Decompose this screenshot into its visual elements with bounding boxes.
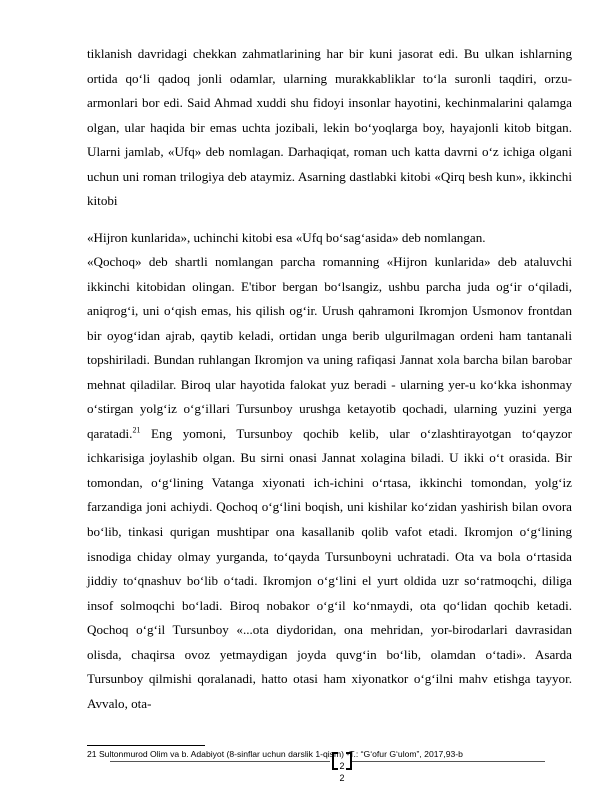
footnote-reference[interactable]: 21 xyxy=(132,425,141,435)
paragraph-3-part-2: Eng yomoni, Tursunboy qochib kelib, ular o‘zlashtirayotgan to‘qayzor ichkarisiga joylashib olgan. Bu sirni onasi Jannat xolagina biladi. U ikki o‘t orasida. Bir tomondan, o‘g‘lining Vatanga xiyonati ich-ichini o‘rtasa, ikkinchi tomondan, yolg‘iz farzandiga joni achiydi. Qochoq o‘g‘lini boqish, uni kishilar ko‘zidan yashirish bilan ovora bo‘lib, tinkasi qurigan mushtipar ona kasallanib qolib vafot etadi. Ikromjon o‘g‘lining isnodiga chiday olmay yurganda, to‘qayda Tursunboyni uchratadi. Ota va bola o‘rtasida jiddiy to‘qnashuv bo‘lib o‘tadi. Ikromjon o‘g‘lini el yurt oldida uzr so‘ratmoqchi, diliga insof solmoqchi bo‘ladi. Biroq nobakor o‘g‘il ko‘nmaydi, ota qo‘lidan qochib ketadi. Qochoq o‘g‘il Tursunboy «...ota diydoridan, ona mehridan, yor-birodarlari davrasidan olisda, chaqirsa ovoz yetmaydigan joyda quvg‘in bo‘lib, olamdan o‘tadi». Asarda Tursunboy qilmishi qoralanadi, hatto otasi ham xiyonatkor o‘g‘ilni mahv etishga tayyor. Avvalo, ota- xyxy=(87,425,572,711)
footnote-separator xyxy=(87,745,205,746)
page-number-rule-left xyxy=(110,761,330,762)
paragraph-3-part-1: «Qochoq» deb shartli nomlangan parcha romanning «Hijron kunlarida» deb ataluvchi ikkinchi kitobidan olingan. E'tibor bergan bo‘lsangiz, ushbu parcha juda og‘ir o‘qiladi, aniqrog‘i, uni o‘qish emas, his qilish og‘ir. Urush qahramoni Ikromjon Usmonov frontdan bir oyog‘idan ajrab, qaytib keladi, ortidan unga berib ulgurilmagan ordeni ham tantanali topshiriladi. Bundan ruhlangan Ikromjon va uning rafiqasi Jannat xola barcha bilan barobar mehnat qiladilar. Biroq ular hayotida falokat yuz beradi - ularning yer-u ko‘kka ishonmay o‘stirgan yolg‘iz o‘g‘illari Tursunboy urushga ketayotib qochadi, ularning yuzini yerga qaratadi. xyxy=(87,254,572,441)
footnote: 21 Sultonmurod Olim va b. Adabiyot (8-sinflar uchun darslik 1-qism) -T.: “G‘ofur G‘ulom”, 2017,93-b xyxy=(87,749,463,759)
paragraph-1: tiklanish davridagi chekkan zahmatlarining har bir kuni jasorat edi. Bu ulkan ishlarning ortida qo‘li qadoq jonli odamlar, ularning murakkabliklar to‘la suronli taqdiri, orzu-armonlari bor edi. Said Ahmad xuddi shu fidoyi insonlar hayotini, kechinmalarini qalamga olgan, ular haqida bir emas uchta jozibali, lekin bo‘yoqlarga boy, hayajonli kitob bitgan. Ularni jamlab, «Ufq» deb nomlagan. Darhaqiqat, roman uch katta davrni o‘z ichiga olgani uchun uni roman trilogiya deb ataymiz. Asarning dastlabki kitobi «Qirq besh kun», ikkinchi kitobi xyxy=(87,46,572,209)
paragraph-2: «Hijron kunlarida», uchinchi kitobi esa «Ufq bo‘sag‘asida» deb nomlangan. xyxy=(87,230,486,245)
page-number-digit-bottom: 2 xyxy=(339,773,345,783)
paragraph-3 xyxy=(87,250,572,716)
page-number-digit-top: 2 xyxy=(339,761,345,771)
page-number-rule-right xyxy=(352,761,545,762)
